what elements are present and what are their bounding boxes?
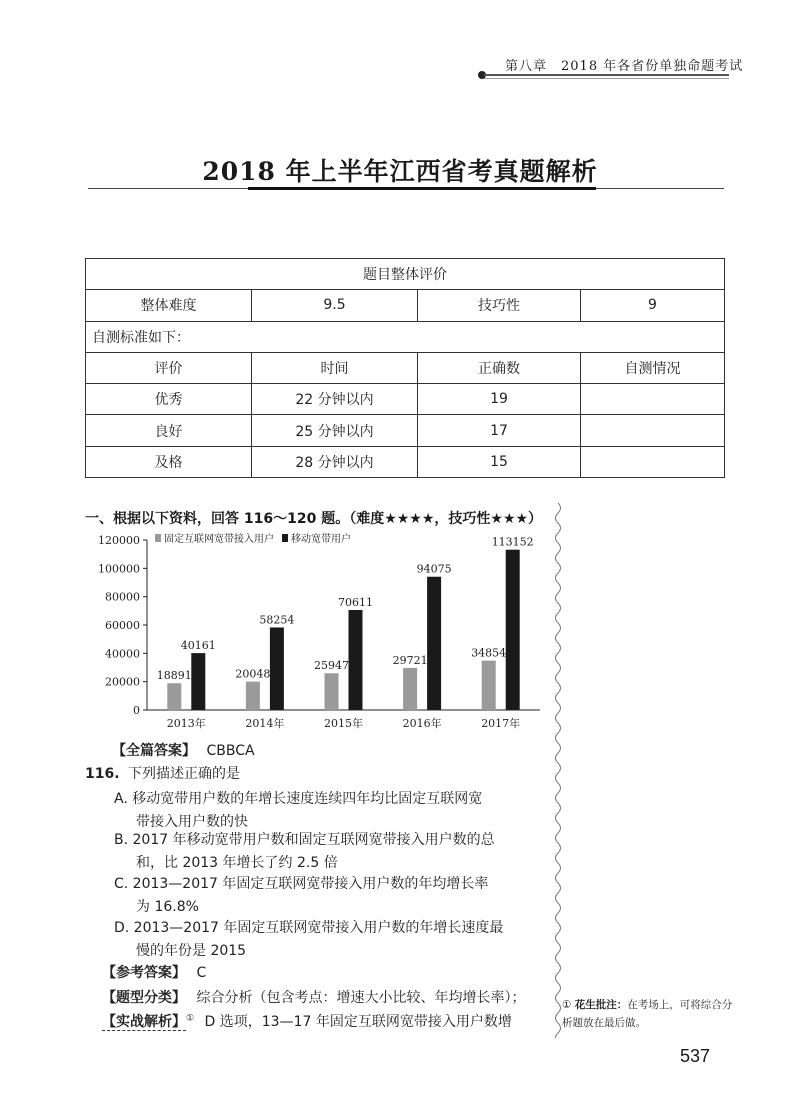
legend-swatch-fixed bbox=[155, 534, 161, 542]
side-note bbox=[562, 996, 742, 1032]
header-correct: 正确数 bbox=[418, 352, 581, 383]
y-tick-label: 60000 bbox=[105, 619, 140, 632]
x-tick-label: 2016年 bbox=[402, 717, 442, 730]
question-stem: 下列描述正确的是 bbox=[128, 766, 240, 782]
answers-value: CBBCA bbox=[206, 743, 255, 759]
data-label: 25947 bbox=[314, 659, 349, 673]
x-tick-label: 2015年 bbox=[324, 717, 363, 730]
difficulty-label: 整体难度 bbox=[86, 290, 252, 321]
header-rule bbox=[484, 74, 729, 76]
table-row bbox=[86, 446, 725, 477]
option-d bbox=[114, 917, 503, 963]
row-self bbox=[581, 415, 725, 446]
running-header: 第八章 2018 年各省份单独命题考试 bbox=[505, 59, 744, 74]
row-grade: 良好 bbox=[86, 415, 252, 446]
y-tick-label: 80000 bbox=[105, 590, 140, 604]
bar-fixed-broadband bbox=[167, 683, 181, 710]
option-line: 和，比 2013 年增长了约 2.5 倍 bbox=[136, 855, 338, 871]
reference-answer bbox=[102, 962, 206, 982]
option-line: 带接入用户数的快 bbox=[136, 814, 248, 830]
data-label: 18891 bbox=[156, 669, 192, 683]
option-line: C. 2013—2017 年固定互联网宽带接入用户数的年均增长率 bbox=[114, 876, 489, 892]
analysis-line bbox=[102, 1011, 512, 1031]
side-note-text: 在考场上，可将综合分析题放在最后做。 bbox=[562, 999, 733, 1029]
y-tick-label: 100000 bbox=[98, 562, 140, 576]
bar-fixed-broadband bbox=[246, 682, 260, 710]
table-caption: 题目整体评价 bbox=[86, 259, 725, 290]
row-time: 28 分钟以内 bbox=[252, 446, 418, 477]
row-self bbox=[581, 446, 725, 477]
data-label: 40161 bbox=[180, 639, 216, 653]
row-time: 22 分钟以内 bbox=[252, 384, 418, 415]
option-line: 为 16.8% bbox=[136, 899, 199, 915]
table-row bbox=[86, 415, 725, 446]
answers-line bbox=[112, 740, 255, 760]
wavy-divider bbox=[552, 503, 564, 1038]
bar-mobile-broadband bbox=[270, 627, 284, 710]
option-b bbox=[114, 829, 495, 875]
data-label: 29721 bbox=[392, 653, 428, 667]
header-time: 时间 bbox=[252, 352, 418, 383]
analysis-label: 【实战解析】 bbox=[102, 1014, 186, 1030]
side-note-mark: ① bbox=[562, 999, 572, 1011]
bar-chart bbox=[85, 530, 545, 730]
table-row bbox=[86, 384, 725, 415]
y-tick-label: 20000 bbox=[105, 675, 140, 689]
question-heading: 一、根据以下资料，回答 116～120 题。（难度★★★★，技巧性★★★） bbox=[85, 511, 543, 527]
x-tick-label: 2017年 bbox=[481, 717, 521, 730]
x-tick-label: 2013年 bbox=[166, 717, 206, 730]
bar-fixed-broadband bbox=[403, 668, 417, 710]
y-tick-label: 0 bbox=[133, 704, 140, 717]
data-label: 20048 bbox=[235, 667, 271, 681]
data-label: 94075 bbox=[416, 562, 452, 576]
row-correct: 19 bbox=[418, 384, 581, 415]
standard-label: 自测标准如下： bbox=[86, 321, 725, 352]
analysis-footnote-mark: ① bbox=[186, 1013, 195, 1024]
page-title: 2018 年上半年江西省考真题解析 bbox=[202, 157, 598, 186]
question-type bbox=[102, 987, 525, 1007]
analysis-text: D 选项，13—17 年固定互联网宽带接入用户数增 bbox=[204, 1014, 512, 1030]
skill-label: 技巧性 bbox=[418, 290, 581, 321]
bar-mobile-broadband bbox=[427, 577, 441, 710]
row-correct: 17 bbox=[418, 415, 581, 446]
option-c bbox=[114, 873, 488, 919]
skill-value: 9 bbox=[581, 290, 725, 321]
question-116-stem bbox=[85, 763, 240, 783]
header-self: 自测情况 bbox=[581, 352, 725, 383]
data-label: 70611 bbox=[338, 595, 373, 609]
data-label: 58254 bbox=[259, 613, 295, 627]
x-tick-label: 2014年 bbox=[245, 717, 285, 730]
bar-fixed-broadband bbox=[325, 673, 339, 710]
option-line: 慢的年份是 2015 bbox=[136, 943, 247, 959]
row-grade: 及格 bbox=[86, 446, 252, 477]
data-label: 113152 bbox=[491, 535, 534, 549]
answers-label: 【全篇答案】 bbox=[112, 743, 196, 759]
row-grade: 优秀 bbox=[86, 384, 252, 415]
reference-value: C bbox=[196, 965, 207, 981]
side-note-label: 花生批注： bbox=[574, 999, 628, 1011]
bar-mobile-broadband bbox=[506, 550, 520, 710]
question-number: 116. bbox=[85, 766, 120, 782]
bar-mobile-broadband bbox=[191, 653, 205, 710]
header-rule-thin bbox=[484, 78, 729, 79]
y-tick-label: 40000 bbox=[105, 647, 140, 661]
legend-swatch-mobile bbox=[282, 534, 288, 542]
option-line: D. 2013—2017 年固定互联网宽带接入用户数的年增长速度最 bbox=[114, 920, 504, 936]
option-line: A. 移动宽带用户数的年增长速度连续四年均比固定互联网宽 bbox=[114, 791, 483, 807]
evaluation-table bbox=[85, 258, 725, 478]
legend-label: 固定互联网宽带接入用户 bbox=[164, 534, 274, 545]
row-correct: 15 bbox=[418, 446, 581, 477]
type-label: 【题型分类】 bbox=[102, 990, 186, 1006]
legend-label: 移动宽带用户 bbox=[291, 534, 351, 545]
page-number: 537 bbox=[680, 1046, 711, 1066]
difficulty-value: 9.5 bbox=[252, 290, 418, 321]
type-value: 综合分析（包含考点：增速大小比较、年均增长率）； bbox=[196, 990, 526, 1006]
option-line: B. 2017 年移动宽带用户数和固定互联网宽带接入用户数的总 bbox=[114, 832, 495, 848]
y-tick-label: 120000 bbox=[98, 534, 140, 547]
header-grade: 评价 bbox=[86, 352, 252, 383]
reference-label: 【参考答案】 bbox=[102, 965, 186, 981]
data-label: 34854 bbox=[471, 646, 507, 660]
row-self bbox=[581, 384, 725, 415]
row-time: 25 分钟以内 bbox=[252, 415, 418, 446]
bar-fixed-broadband bbox=[482, 661, 496, 710]
option-a bbox=[114, 788, 482, 834]
bar-mobile-broadband bbox=[349, 610, 363, 710]
title-rule-bold bbox=[248, 187, 596, 190]
